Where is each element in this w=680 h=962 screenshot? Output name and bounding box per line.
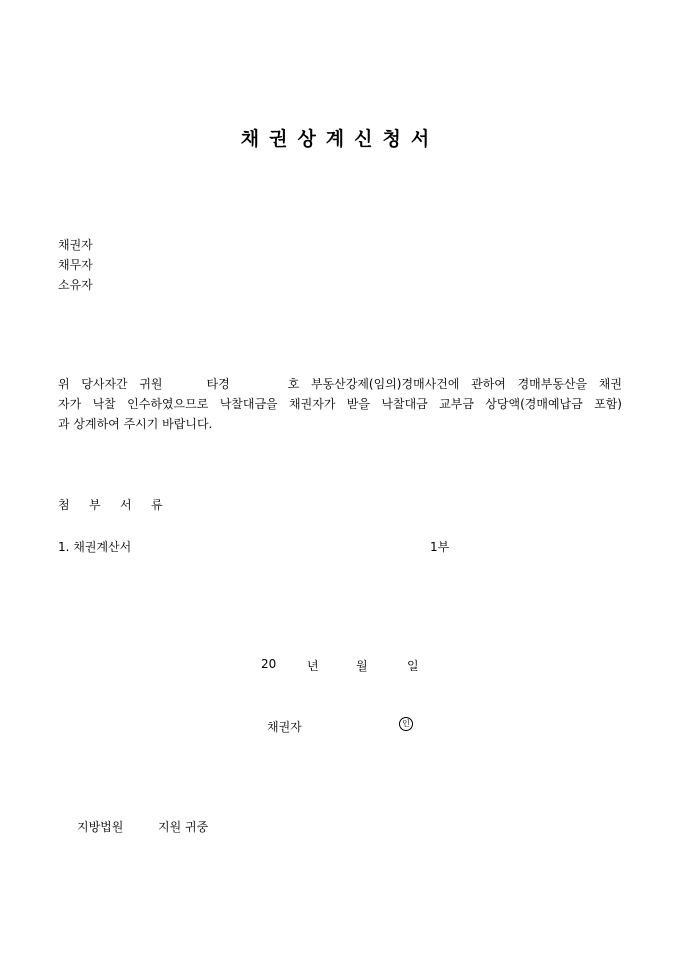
date-year-prefix: 20: [261, 657, 277, 671]
body-line-1: [58, 374, 622, 394]
signature-label: 채권자: [267, 720, 302, 734]
date-month-unit: 월: [356, 659, 368, 673]
body-line-1-part-b: 타경: [206, 377, 230, 391]
attachments-heading-char: 류: [151, 498, 163, 512]
attachment-item-name: 1. 채권계산서: [58, 540, 132, 554]
body-line-1-part-c: 호 부동산강제(임의)경매사건에 관하여 경매부동산을 채권: [287, 377, 622, 391]
court-branch-addressee: 지원 귀중: [158, 820, 209, 834]
document-title: 채권상계신청서: [240, 128, 440, 150]
body-line-2: 자가 낙찰 인수하였으므로 낙찰대금을 채권자가 받을 낙찰대금 교부금 상당액(경매예납금 포함): [58, 397, 622, 411]
body-line-1-part-a: 위 당사자간 귀원: [58, 377, 163, 391]
attachments-heading: [58, 496, 182, 513]
attachments-heading-char: 서: [120, 498, 132, 512]
party-owner-label: 소유자: [58, 278, 93, 292]
seal-mark: 인: [399, 717, 413, 731]
attachments-heading-char: 첨: [58, 498, 70, 512]
body-line-3: 과 상계하여 주시기 바랍니다.: [58, 417, 213, 431]
court-name: 지방법원: [77, 820, 124, 834]
date-year-unit: 년: [307, 659, 319, 673]
request-body: [58, 374, 622, 434]
party-creditor-label: 채권자: [58, 238, 93, 252]
attachments-heading-char: 부: [89, 498, 101, 512]
date-day-unit: 일: [407, 659, 419, 673]
attachment-item-count: 1부: [430, 540, 450, 554]
party-debtor-label: 채무자: [58, 258, 93, 272]
